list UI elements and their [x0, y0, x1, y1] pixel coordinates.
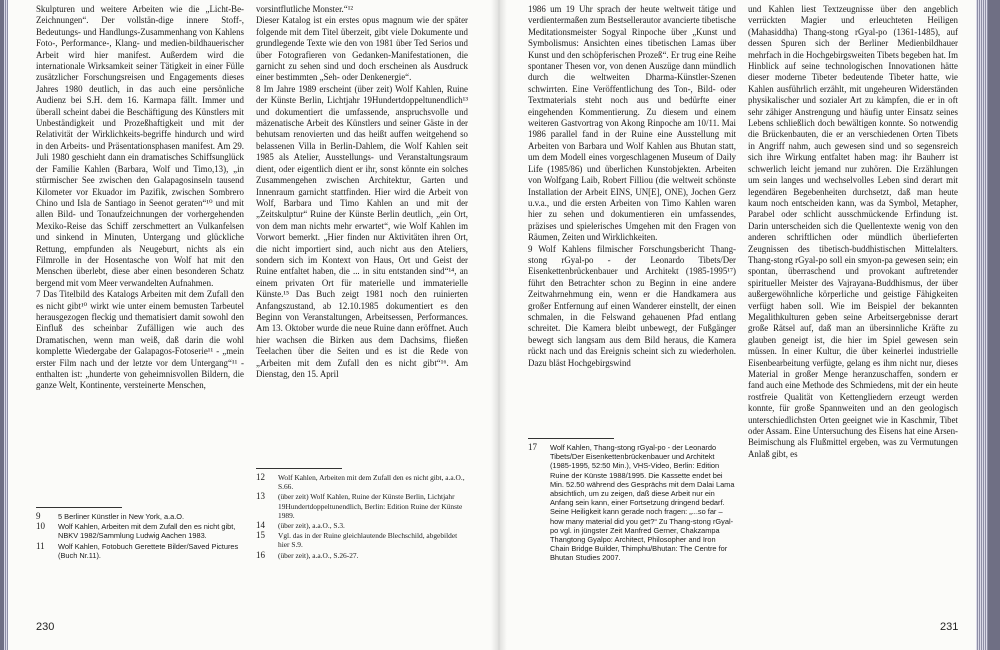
footnote: 12 Wolf Kahlen, Arbeiten mit dem Zufall den es nicht gibt, a.a.O., S.66.	[256, 472, 465, 492]
footnote: 16 (über zeit), a.a.O., S.26-27.	[256, 549, 359, 560]
book-gutter	[491, 0, 507, 650]
footnote-rule	[256, 468, 342, 469]
page-number-left: 230	[36, 621, 55, 633]
page-edge-left	[4, 0, 8, 650]
book-spread	[4, 0, 988, 650]
paragraph: 9 Wolf Kahlens filmischer Forschungsbericht Thang-stong rGyal-po - der Leonardo Tibets/Der Eisenkettenbrückenbauer und Architekt (1985-1995¹⁷) führt den Betrachter schon zu Beginn in eine andere Zeitwahrnehmung ein, wenn er die Handkamera aus großer Entfernung auf einen Wanderer einstellt, der einen schmalen, in die Felswand gehauenen Pfad entlang schreitet. Die Kamera bleibt unbewegt, der Fußgänger bewegt sich langsam aus dem Bild heraus, die Kamera rückt nach und das Ereignis scheint sich zu wiederholen. Dazu bläst Hochgebirgswind	[528, 243, 736, 368]
right-page-column-1	[528, 4, 736, 436]
page-number-right: 231	[940, 621, 959, 633]
left-page-column-1	[36, 4, 244, 506]
footnote: 15 Vgl. das in der Ruine gleichlautende Blechschild, abgebildet hier S.9.	[256, 530, 458, 550]
paragraph: Dieser Katalog ist ein erstes opus magnum wie der später folgende mit dem Titel überzeit, gibt viele Dokumente und grundlegende Texte wie den von 1981 über Ted Serios und über Fotografieren von Gedanken-Manifestationen, die garnicht zu sehen sind und doch erscheinen als Ausdruck einer bestimmten „Seh- oder Denkenergie“.	[256, 15, 468, 83]
right-footnotes-col1	[528, 438, 736, 564]
footnote: 9 5 Berliner Künstler in New York, a.a.O.	[36, 511, 185, 521]
footnote: 14 (über zeit), a.a.O., S.3.	[256, 520, 345, 531]
left-footnotes-col2	[256, 468, 468, 561]
paragraph: 1986 um 19 Uhr sprach der heute weltweit tätige und verdientermaßen zum Bestsellerautor avancierte tibetische Meditationsmeister Sogyal Rinpoche über „Kunst und Symbolismus: Ansichten eines tibetischen Lamas über Kunst und den schöpferischen Prozeß“. Er trug eine Reihe spontaner Thesen vor, von denen Auszüge dann mündlich durch die weltweiten Dharma-Künstler-Szenen schwirrten. Eine Veröffentlichung des Ton-, Bild- oder Textmaterials steht noch aus und bedürfte einer eingehenden Kommentierung. Zu diesem und einem weiteren Gastvortrag von Akong Rinpoche am 10/11. Mai 1986 parallel fand in der Ruine eine Ausstellung mit Arbeiten von Barbara und Wolf Kahlen aus Bhutan statt, um dem Modell eines vorgeschlagenen Museum of Daily Life (1985/86) und überlichen Kunstobjekten. Arbeiten von Wolfgang Laib, Robert Filliou (die weltweit schönste Installation der Arbeit EINS, UN[E], ONE), Jochen Gerz u.v.a., und die ersten Arbeiten von Timo Kahlen waren hier zu sehen und dokumentieren ein umfassendes, präzises und spielerisches Umgehen mit den Fragen von Räumen, Zeiten und Wirklichkeiten.	[528, 4, 736, 243]
footnote-rule	[528, 438, 614, 439]
paragraph: Skulpturen und weitere Arbeiten wie die „Licht-Be-Zeichnungen“. Der vollstän-dige innere Stoff-, Bedeutungs- und Handlungs-Zusammenhang von Kahlens Foto-, Performance-, Klang- und medien-bildhauerischer Arbeit wird hier manifest. Außerdem wird die internationale Wirksamkeit seiner Tätigkeit in einer Fülle zusätzlicher Forschungsreisen und Engagements dieses Jahres 1980 deutlich, in das auch eine persönliche Audienz bei S.H. dem 16. Karmapa fällt. Immer und überall scheint dabei die Beschäftigung des Künstlers mit Unbeständigkeit und Prozeßhaftigkeit und mit der Relativität der Wirklichkeits-begriffe hindurch und wird in den Arbeits- und Präsentationsphasen manifest. Am 29. Juli 1980 geschieht dann ein dramatisches Schiffsunglück der Familie Kahlen (Barbara, Wolf und Timo,13), „in stürmischer See zwischen den Galapagosinseln tausend Kilometer vor Ekuador im Pazifik, zwischen Sombrero Chino und Isla de Santiago in Seenot geraten“¹⁰ und mit allen Bild- und Tonaufzeichnungen der vorhergehenden Mexiko-Reise das Schiff zerschmettert an Vulkanfelsen und sinkend in Minuten, Untergang und glückliche Rettung, empfunden als Neugeburt, nichts als ein Filmrolle in der Hosentasche von Wolf hat mit den Menschen überlebt, diese aber einen besonderen Schatz bergend mit vom Meer verwandelten Aufnahmen.	[36, 4, 244, 288]
paragraph: und Kahlen liest Textzeugnisse über den angeblich verrückten Magier und erleuchteten Heiligen (Mahasiddha) Thang-stong rGyal-po (1361-1485), auf dessen Spuren sich der Berliner Medienbildhauer mehrfach in die Hochgebirgsweiten Tibets begeben hat. Im Hinblick auf seine technologischen Innovationen hätte dieser moderne Tibeter bedeutende Tibeter hatte, wie Kahlen ausführlich erzählt, mit ungeheuren Widerständen physikalischer und sozialer Art zu kämpfen, die er in oft sehr zähiger Anstrengung und häufig unter Einsatz seines Lebens schließlich doch bewältigen konnte. So notwendig die Brückenbauten, die er an verschiedenen Orten Tibets in Angriff nahm, auch gewesen sind und so segensreich sich ihre Wirkung entfaltet haben mag: ihr Bauherr ist schwerlich leicht jemand nur zuhören. Die Erzählungen um sein langes und wechselvolles Leben sind derart mit legendären Begebenheiten durchsetzt, daß man heute kaum noch entscheiden kann, was da Symbol, Metapher, Parabel oder schlicht ausschmückende Erfindung ist. Darin unterscheiden sich die Quellentexte wenig von den anderen schriftlichen oder mündlich überlieferten Zeugnissen des tibetisch-buddhistischen Mittelalters. Thang-stong rGyal-po soll ein smyon-pa gewesen sein; ein spontan, überraschend und provokant auftretender spiritueller Meister des Vajrayana-Buddhismus, der über außergewöhnliche körperliche und geistige Fähigkeiten verfügt haben soll. Wie im Beispiel der bekannten Megalithkulturen geben seine Arbeitsergebnisse derart große Rätsel auf, daß man an übersinnliche Kräfte zu glauben geneigt ist, die hier im Spiel gewesen sein müssen. In einer Kultur, die über keinerlei industrielle Eisenbearbeitung verfügte, gelang es ihm nicht nur, dieses Material in großer Menge heranzuschaffen, sondern er fand auch eine Methode des Schmiedens, mit der ein heute rostfreie Qualität von Kettengliedern erzeugt werden konnte, für große Spannweiten und an den geologisch unterschiedlichsten Orten geeignet wie in Kaschmir, Tibet oder Assam. Eine Untersuchung des Eisens hat eine Arsen-Beimischung als Flußmittel ergeben, was zu Vermutungen Anlaß gibt, es	[748, 4, 958, 459]
footnote: 13 (über zeit) Wolf Kahlen, Ruine der Künste Berlin, Lichtjahr 19Hundertdoppeltunendlich, Berlin: Edition Ruine der Künste 1989.	[256, 491, 463, 520]
paragraph: vorsintflutliche Monster.“¹²	[256, 4, 354, 14]
footnote: 17 Wolf Kahlen, Thang-stong rGyal-po - der Leonardo Tibets/Der Eisenkettenbrückenbauer und Architekt (1985-1995, 52:50 Min.), VHS-Video, Berlin: Edition Ruine der Künste 1988/1995. Die Kassette endet bei Min. 52.50 während des Gesprächs mit dem Dalai Lama absichtlich, um zu zeigen, daß diese Arbeit nur ein Anfang sein kann, einer Fortsetzung dringend bedarf. Seine Heiligkeit kann gerade noch fragen: „...so far – how many material did you get?“ Zu Thang-stong rGyal-po vgl. in jüngster Zeit Manfred Gerner, Chakzampa Thangtong Gyalpo: Architect, Philosopher and Iron Chain Bridge Builder, Thimphu/Bhutan: The Centre for Bhutan Studies 2007.	[528, 442, 735, 563]
right-page-column-2	[748, 4, 958, 604]
left-page-column-2	[256, 4, 468, 490]
footnote-rule	[36, 507, 122, 508]
paragraph: 7 Das Titelbild des Katalogs Arbeiten mit dem Zufall den es nicht gibt¹⁰ wirkt wie unter einem bemusten Tarbeutel herausgezogen fleckig und thematisiert damit sowohl den Einfluß des scheinbar Zufälligen wie auch des Dramatischen, wenn man weiß, daß darin die wohl komplette Wiedergabe der Galapagos-Fotoserie¹¹ - „mein erster Film nach und der letzte vor dem Untergang“¹¹ - enthalten ist: „hunderte von geheimnisvollen Bildern, die ganze Welt, Kontinente, versteinerte Menschen,	[36, 289, 244, 391]
page-edge-right	[976, 0, 988, 650]
footnote: 11 Wolf Kahlen, Fotobuch Gerettete Bilder/Saved Pictures (Buch Nr.11).	[36, 540, 239, 560]
footnote: 10 Wolf Kahlen, Arbeiten mit dem Zufall den es nicht gibt, NBKV 1982/Sammlung Ludwig Aachen 1983.	[36, 521, 236, 541]
paragraph: 8 Im Jahre 1989 erscheint (über zeit) Wolf Kahlen, Ruine der Künste Berlin, Lichtjahr 19Hundertdoppeltunendlich¹³ und dokumentiert die umfassende, anspruchsvolle und mäzenatische Arbeit des Künstlers und seiner Gäste in der behutsam renovierten und das heißt auffen weitgehend so belassenen Villa in Berlin-Dahlem, die Wolf Kahlen seit 1985 als Atelier, Ausstellungs- und Veranstaltungsraum dient, oder eigentlich dient er ihr, sonst könnte ein solches Zusammengehen zwischen Architektur, Garten und Innenraum garnicht stattfinden. Hier wird die Arbeit von Wolf, Barbara und Timo Kahlen an und mit der „Zeitskulptur“ Ruine der Künste Berlin deutlich, „ein Ort, von dem man nichts mehr erwartet“, wie Wolf Kahlen im Vorwort bemerkt. „Hier finden nur Aktivitäten ihren Ort, die nicht importiert sind, auch nicht aus den Ateliers, sondern sich im Kontext von Haus, Ort und Geist der Ruine entfaltet haben, die ... in situ entstanden sind“¹⁴, an einem privaten Ort für materielle und immaterielle Künste.¹⁵ Das Buch zeigt 1981 noch den ruinierten Anfangszustand, ab 12.10.1985 dokumentiert es den Beginn von Veranstaltungen, Arbeitsessen, Performances. Am 13. Oktober wurde die neue Ruine dann eröffnet. Auch hier wachsen die Birken aus dem Dachsims, fließen Teelachen über die Seiten und es ist die Rede von „Arbeiten mit dem Zufall den es nicht gibt“¹⁶. Am Dienstag, den 15. April	[256, 83, 468, 379]
left-footnotes-col1	[36, 507, 244, 561]
